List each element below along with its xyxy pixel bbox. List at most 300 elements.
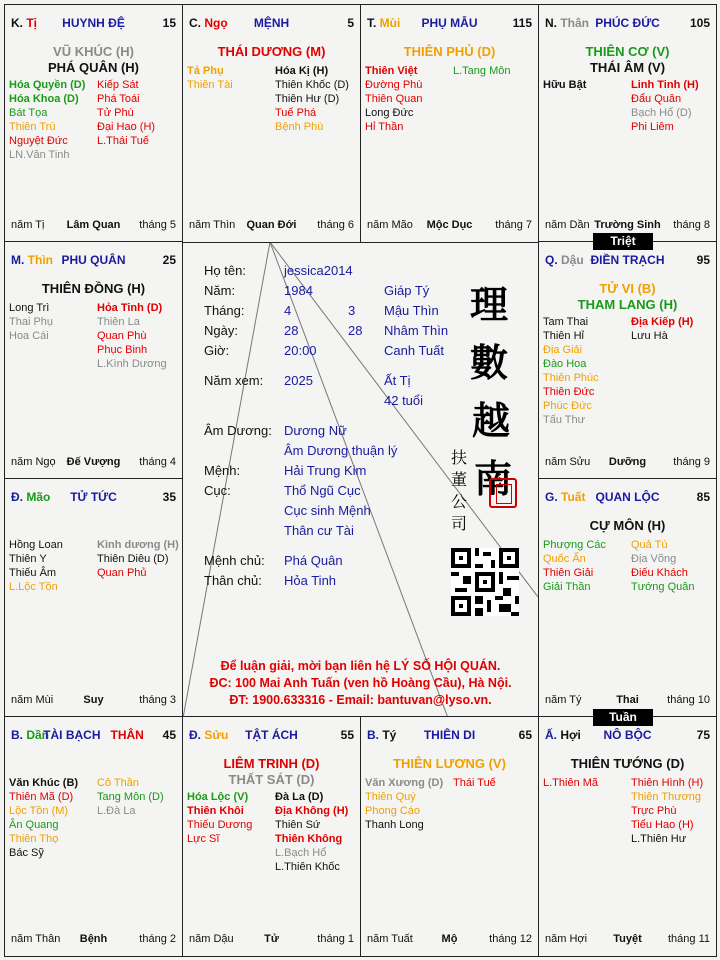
palace-name: PHU QUÂN: [61, 253, 126, 267]
month-label: tháng 7: [495, 219, 532, 231]
minor-star: Long Đức: [365, 107, 414, 119]
palace-number: 85: [696, 490, 710, 504]
month-label: tháng 6: [317, 219, 354, 231]
branch-part: Tý: [379, 728, 397, 742]
branch-part: Đ.: [11, 490, 23, 504]
branch-part: Dần: [23, 728, 50, 742]
palace-number: 105: [689, 16, 710, 30]
minor-star: Hóa Lộc (V): [187, 791, 249, 803]
minor-star: Thiên Việt: [365, 65, 418, 77]
palace-footer: [11, 933, 176, 947]
minor-star: Tam Thai: [543, 316, 589, 328]
minor-star: Thiên Khôi: [187, 805, 244, 817]
palace-number: 95: [696, 253, 710, 267]
minor-star: L.Tang Môn: [453, 65, 511, 77]
ngay-label: Ngày:: [204, 323, 238, 338]
minor-star: Hóa Khoa (D): [9, 93, 79, 105]
palace-header: [545, 728, 710, 744]
main-star: THIÊN CƠ (V): [585, 44, 670, 59]
contact-phone-email[interactable]: ĐT: 1900.633316 - Email: bantuvan@lyso.vn.: [229, 693, 492, 707]
palace-dan[interactable]: [4, 716, 183, 957]
minor-star: Hóa Kị (H): [275, 65, 329, 77]
minor-star: Địa Giải: [543, 344, 583, 356]
year-label: năm Tị: [11, 219, 45, 231]
month-label: tháng 3: [139, 694, 176, 706]
company-char-2: 董: [451, 470, 468, 489]
gio-value: 20:00: [284, 343, 317, 358]
minor-star: Phúc Đức: [543, 400, 592, 412]
minor-star: Lực Sĩ: [187, 833, 220, 845]
star-column-right: [453, 776, 496, 790]
palace-header: [367, 728, 532, 744]
minor-star: Long Trì: [9, 302, 50, 314]
minor-star: Thiên Hình (H): [631, 777, 704, 789]
palace-name: ĐIỀN TRẠCH: [590, 253, 665, 267]
star-column-right: [631, 78, 699, 134]
menh-label: Mệnh:: [204, 463, 241, 478]
palace-hoi[interactable]: [538, 716, 717, 957]
palace-tuat[interactable]: [538, 478, 717, 718]
star-column-left: [365, 776, 443, 832]
minor-star: Tả Phụ: [187, 65, 224, 77]
month-label: tháng 11: [667, 933, 710, 945]
minor-star: Hồng Loan: [9, 539, 63, 551]
tuoi-value: 42 tuổi: [384, 393, 424, 408]
minor-star: Thiên Thọ: [9, 833, 59, 845]
palace-number: 75: [696, 728, 710, 742]
main-star: THIÊN PHỦ (D): [403, 44, 496, 59]
thang-solar: 4: [284, 303, 292, 318]
minor-star: L.Đà La: [97, 805, 136, 817]
palace-name: TẬT ÁCH: [245, 728, 298, 742]
star-column-left: [9, 538, 63, 594]
cuc-label: Cục:: [204, 483, 231, 498]
minor-star: Hỏa Tinh (D): [97, 302, 163, 314]
palace-footer: [11, 694, 176, 708]
life-stage: Đế Vượng: [66, 456, 121, 468]
gio-can-chi: Canh Tuất: [384, 343, 444, 358]
minor-star: Bệnh Phù: [275, 121, 324, 133]
minor-star: Thiên Giải: [543, 567, 594, 579]
tuan-tag: Tuần: [593, 709, 653, 726]
minor-star: Kình dương (H): [97, 539, 179, 551]
ho-ten-label: Họ tên:: [204, 263, 246, 278]
palace-number: 65: [518, 728, 532, 742]
branch-part: Sửu: [201, 728, 229, 742]
star-column-right: [631, 315, 693, 343]
palace-header: [545, 490, 710, 506]
main-star: TỬ VI (B): [599, 281, 656, 296]
life-stage: Suy: [83, 694, 104, 706]
palace-number: 15: [162, 16, 176, 30]
branch-part: B.: [367, 728, 379, 742]
am-duong-value: Dương Nữ: [284, 423, 347, 438]
year-label: năm Hợi: [545, 933, 588, 945]
year-label: năm Dậu: [189, 933, 234, 945]
branch-part: M.: [11, 253, 25, 267]
palace-header: [189, 16, 354, 32]
main-star: THAM LANG (H): [577, 297, 678, 312]
year-label: năm Mùi: [11, 694, 54, 706]
palace-name: TÀI BẠCH THÂN: [43, 728, 144, 742]
branch-part: Tuất: [557, 490, 586, 504]
minor-star: Thiếu Dương: [187, 819, 253, 831]
minor-star: Văn Khúc (B): [9, 777, 79, 789]
palace-mui[interactable]: [360, 4, 539, 243]
minor-star: Kiếp Sát: [97, 79, 139, 91]
triet-tag: Triệt: [593, 233, 653, 250]
palace-name: NÔ BỘC: [603, 728, 652, 742]
minor-star: Bác Sỹ: [9, 847, 44, 859]
life-stage: Thai: [616, 694, 639, 706]
minor-star: Quả Tú: [631, 539, 668, 551]
life-stage: Mộ: [441, 933, 458, 945]
minor-star: Thiên Hư (D): [275, 93, 340, 105]
minor-star: Thiên Diêu (D): [97, 553, 169, 565]
life-stage: Bệnh: [79, 933, 108, 945]
minor-star: Thiên Đức: [543, 386, 595, 398]
qr-code[interactable]: [451, 548, 519, 616]
star-column-right: [97, 78, 155, 148]
calligraphy-char-2: 數: [470, 340, 509, 385]
year-label: năm Ngọ: [11, 456, 56, 468]
minor-star: Thiên Sứ: [275, 819, 321, 831]
star-column-left: [543, 78, 586, 92]
branch-part: K.: [11, 16, 23, 30]
nam-xem-label: Năm xem:: [204, 373, 264, 388]
life-stage: Tử: [264, 933, 279, 945]
month-label: tháng 1: [317, 933, 354, 945]
minor-star: Thiên Y: [9, 553, 47, 565]
life-stage: Mộc Dục: [426, 219, 473, 231]
palace-footer: [367, 219, 532, 233]
than-marker: THÂN: [110, 728, 144, 742]
minor-star: Hoa Cái: [9, 330, 49, 342]
palace-name: PHÚC ĐỨC: [595, 16, 660, 30]
minor-star: Điếu Khách: [631, 567, 688, 579]
minor-star: Quốc Ấn: [543, 553, 586, 565]
palace-number: 35: [162, 490, 176, 504]
nam-can-chi: Giáp Tý: [384, 283, 430, 298]
star-column-right: [275, 790, 348, 874]
thang-label: Tháng:: [204, 303, 245, 318]
palace-footer: [367, 933, 532, 947]
main-star: THIÊN LƯƠNG (V): [393, 756, 506, 771]
branch-part: Hợi: [557, 728, 581, 742]
palace-number: 5: [347, 16, 354, 30]
menh-value: Hải Trung Kim: [284, 463, 367, 478]
month-label: tháng 10: [667, 694, 710, 706]
palace-mao[interactable]: [4, 478, 183, 718]
minor-star: Đà La (D): [275, 791, 324, 803]
minor-star: Trực Phù: [631, 805, 677, 817]
star-column-left: [365, 64, 422, 134]
minor-star: LN.Văn Tinh: [9, 149, 70, 161]
main-star: PHÁ QUÂN (H): [48, 60, 139, 75]
palace-number: 25: [162, 253, 176, 267]
than-cu-value: Thân cư Tài: [284, 523, 354, 538]
branch-part: B.: [11, 728, 23, 742]
minor-star: Phục Binh: [97, 344, 148, 356]
palace-header: [545, 16, 710, 32]
main-star: THÁI ÂM (V): [589, 60, 666, 75]
minor-star: Tấu Thư: [543, 414, 586, 426]
am-duong-label: Âm Dương:: [204, 423, 272, 438]
palace-header: [11, 728, 176, 744]
branch-part: Mão: [23, 490, 51, 504]
thang-can-chi: Mậu Thìn: [384, 303, 439, 318]
minor-star: Tuế Phá: [275, 107, 317, 119]
minor-star: Quan Phủ: [97, 567, 147, 579]
palace-number: 55: [340, 728, 354, 742]
ngay-can-chi: Nhâm Thìn: [384, 323, 449, 338]
minor-star: L.Bạch Hổ: [275, 847, 327, 859]
year-label: năm Thân: [11, 933, 61, 945]
minor-star: Đại Hao (H): [97, 121, 156, 133]
minor-star: Lộc Tồn (M): [9, 805, 69, 817]
minor-star: Phượng Các: [543, 539, 606, 551]
minor-star: Thanh Long: [365, 819, 424, 831]
ngay-lunar: 28: [348, 323, 363, 338]
palace-footer: [189, 933, 354, 947]
branch-part: Mùi: [376, 16, 401, 30]
main-star: THIÊN ĐỒNG (H): [41, 281, 146, 296]
life-stage: Dưỡng: [608, 456, 647, 468]
minor-star: Văn Xương (D): [365, 777, 444, 789]
palace-footer: [545, 933, 710, 947]
star-column-left: [9, 776, 78, 860]
star-column-right: [97, 301, 167, 371]
month-label: tháng 12: [489, 933, 532, 945]
minor-star: Tướng Quân: [631, 581, 695, 593]
palace-number: 45: [162, 728, 176, 742]
star-column-right: [97, 538, 179, 580]
star-column-right: [453, 64, 510, 78]
year-label: năm Sửu: [545, 456, 591, 468]
palace-name: TỬ TỨC: [70, 490, 117, 504]
minor-star: Nguyệt Đức: [9, 135, 68, 147]
cuc-relation: Cục sinh Mệnh: [284, 503, 371, 518]
year-label: năm Thìn: [189, 219, 236, 231]
palace-name: HUYNH ĐỆ: [62, 16, 125, 30]
minor-star: Thai Phụ: [9, 316, 54, 328]
minor-star: Hữu Bật: [543, 79, 587, 91]
star-column-right: [275, 64, 349, 134]
minor-star: L.Thái Tuế: [97, 135, 149, 147]
minor-star: Giải Thần: [543, 581, 591, 593]
branch-part: Q.: [545, 253, 558, 267]
palace-thin[interactable]: [4, 241, 183, 480]
minor-star: Phong Cáo: [365, 805, 421, 817]
main-star: LIÊM TRINH (D): [223, 756, 320, 771]
branch-part: Ấ.: [545, 728, 557, 742]
palace-than[interactable]: [538, 4, 717, 243]
ngay-solar: 28: [284, 323, 299, 338]
palace-header: [11, 16, 176, 32]
palace-name: MỆNH: [253, 16, 290, 30]
minor-star: Thiên Mã (D): [9, 791, 74, 803]
nam-xem-can-chi: Ất Tị: [384, 373, 411, 388]
red-seal-stamp: [489, 478, 517, 508]
star-column-left: [187, 790, 252, 846]
branch-part: T.: [367, 16, 377, 30]
company-char-4: 司: [451, 514, 468, 533]
minor-star: Thiên La: [97, 316, 140, 328]
minor-star: Đường Phù: [365, 79, 423, 91]
branch-part: N.: [545, 16, 557, 30]
star-column-right: [97, 776, 164, 818]
palace-number: 115: [512, 16, 532, 30]
year-label: năm Mão: [367, 219, 413, 231]
than-chu-label: Thân chủ:: [204, 573, 262, 588]
minor-star: L.Kình Dương: [97, 358, 167, 370]
company-char-3: 公: [451, 492, 468, 511]
palace-footer: [545, 694, 710, 708]
calligraphy-char-3: 越: [472, 398, 511, 443]
minor-star: Thiên Không: [275, 833, 343, 845]
main-star: CỰ MÔN (H): [589, 518, 666, 533]
minor-star: Bạch Hổ (D): [631, 107, 692, 119]
minor-star: L.Thiên Khốc: [275, 861, 340, 873]
palace-header: [545, 253, 710, 269]
minor-star: Thiên Trù: [9, 121, 56, 133]
main-star: THIÊN TƯỚNG (D): [570, 756, 685, 771]
branch-part: Dậu: [557, 253, 584, 267]
month-label: tháng 2: [139, 933, 176, 945]
minor-star: L.Thiên Mã: [543, 777, 599, 789]
year-label: năm Tuất: [367, 933, 413, 945]
life-stage: Trường Sinh: [594, 219, 661, 231]
thang-lunar: 3: [348, 303, 356, 318]
palace-footer: [11, 456, 176, 470]
company-char-1: 扶: [451, 448, 468, 467]
star-column-left: [187, 64, 233, 92]
branch-part: Thân: [557, 16, 589, 30]
main-star: THÁI DƯƠNG (M): [217, 44, 326, 59]
contact-line-1: Để luận giải, mời bạn liên hệ LÝ SỐ HỘI QUÁN.: [220, 659, 501, 673]
branch-part: G.: [545, 490, 558, 504]
branch-part: Ngọ: [201, 16, 228, 30]
minor-star: Ân Quang: [9, 819, 59, 831]
branch-part: Tị: [23, 16, 37, 30]
palace-dau[interactable]: [538, 241, 717, 480]
calligraphy-char-1: 理: [470, 282, 509, 327]
minor-star: Thiên Phúc: [543, 372, 599, 384]
life-stage: Quan Đới: [246, 219, 297, 231]
year-label: năm Dần: [545, 219, 590, 231]
calligraphy-char-4: 南: [474, 456, 513, 501]
palace-name: THIÊN DI: [423, 728, 476, 742]
month-label: tháng 9: [673, 456, 710, 468]
minor-star: Thiên Khốc (D): [275, 79, 349, 91]
palace-ty[interactable]: [360, 716, 539, 957]
minor-star: Địa Kiếp (H): [631, 316, 694, 328]
nam-xem-value: 2025: [284, 373, 313, 388]
menh-chu-label: Mệnh chủ:: [204, 553, 265, 568]
minor-star: Quan Phù: [97, 330, 147, 342]
palace-name: PHỤ MẪU: [421, 16, 478, 30]
branch-part: C.: [189, 16, 201, 30]
palace-ngo[interactable]: [182, 4, 361, 243]
palace-footer: [189, 219, 354, 233]
minor-star: Tử Phù: [97, 107, 134, 119]
minor-star: Thiếu Âm: [9, 567, 57, 579]
minor-star: Hỉ Thần: [365, 121, 404, 133]
palace-header: [11, 490, 176, 506]
than-chu-value: Hỏa Tinh: [284, 573, 337, 588]
branch-part: Đ.: [189, 728, 201, 742]
contact-address: ĐC: 100 Mai Anh Tuấn (ven hồ Hoàng Cầu), Hà Nội.: [209, 676, 512, 690]
star-column-right: [631, 776, 703, 846]
minor-star: Thiên Thương: [631, 791, 702, 803]
minor-star: Thiên Quan: [365, 93, 423, 105]
minor-star: Đào Hoa: [543, 358, 587, 370]
palace-ti[interactable]: [4, 4, 183, 243]
menh-chu-value: Phá Quân: [284, 553, 343, 568]
minor-star: Bát Tọa: [9, 107, 48, 119]
minor-star: Thiên Tài: [187, 79, 233, 91]
palace-header: [11, 253, 176, 269]
nam-label: Năm:: [204, 283, 236, 298]
minor-star: Đẩu Quân: [631, 93, 682, 105]
main-star: VŨ KHÚC (H): [53, 44, 134, 59]
nam-value: 1984: [284, 283, 313, 298]
main-star: THẤT SÁT (D): [228, 772, 315, 787]
month-label: tháng 4: [139, 456, 176, 468]
star-column-left: [543, 315, 599, 427]
minor-star: L.Lộc Tồn: [9, 581, 58, 593]
palace-name: QUAN LỘC: [595, 490, 660, 504]
palace-suu[interactable]: [182, 716, 361, 957]
minor-star: Phi Liêm: [631, 121, 674, 133]
minor-star: Cô Thần: [97, 777, 139, 789]
palace-footer: [545, 219, 710, 233]
minor-star: Tiểu Hao (H): [631, 819, 694, 831]
life-stage: Lâm Quan: [66, 219, 121, 231]
cuc-value: Thổ Ngũ Cục: [284, 483, 361, 498]
minor-star: Thiên Quý: [365, 791, 416, 803]
life-stage: Tuyệt: [613, 933, 642, 945]
palace-header: [189, 728, 354, 744]
star-column-left: [543, 776, 598, 790]
minor-star: L.Thiên Hư: [631, 833, 687, 845]
minor-star: Lưu Hà: [631, 330, 668, 342]
palace-header: [367, 16, 532, 32]
palace-footer: [11, 219, 176, 233]
star-column-left: [9, 301, 53, 343]
center-info-panel: [183, 242, 538, 718]
star-column-left: [9, 78, 85, 162]
year-label: năm Tý: [545, 694, 582, 706]
minor-star: Tang Môn (D): [97, 791, 164, 803]
month-label: tháng 5: [139, 219, 176, 231]
branch-part: Thìn: [24, 253, 54, 267]
minor-star: Thiên Hỉ: [543, 330, 584, 342]
minor-star: Phá Toái: [97, 93, 140, 105]
am-duong-relation: Âm Dương thuận lý: [284, 443, 398, 458]
palace-footer: [545, 456, 710, 470]
minor-star: Địa Võng: [631, 553, 677, 565]
star-column-right: [631, 538, 695, 594]
minor-star: Hóa Quyền (D): [9, 79, 86, 91]
minor-star: Thái Tuế: [453, 777, 496, 789]
ho-ten-value: jessica2014: [284, 263, 353, 278]
star-column-left: [543, 538, 606, 594]
minor-star: Địa Không (H): [275, 805, 349, 817]
gio-label: Giờ:: [204, 343, 230, 358]
month-label: tháng 8: [673, 219, 710, 231]
minor-star: Linh Tinh (H): [631, 79, 699, 91]
